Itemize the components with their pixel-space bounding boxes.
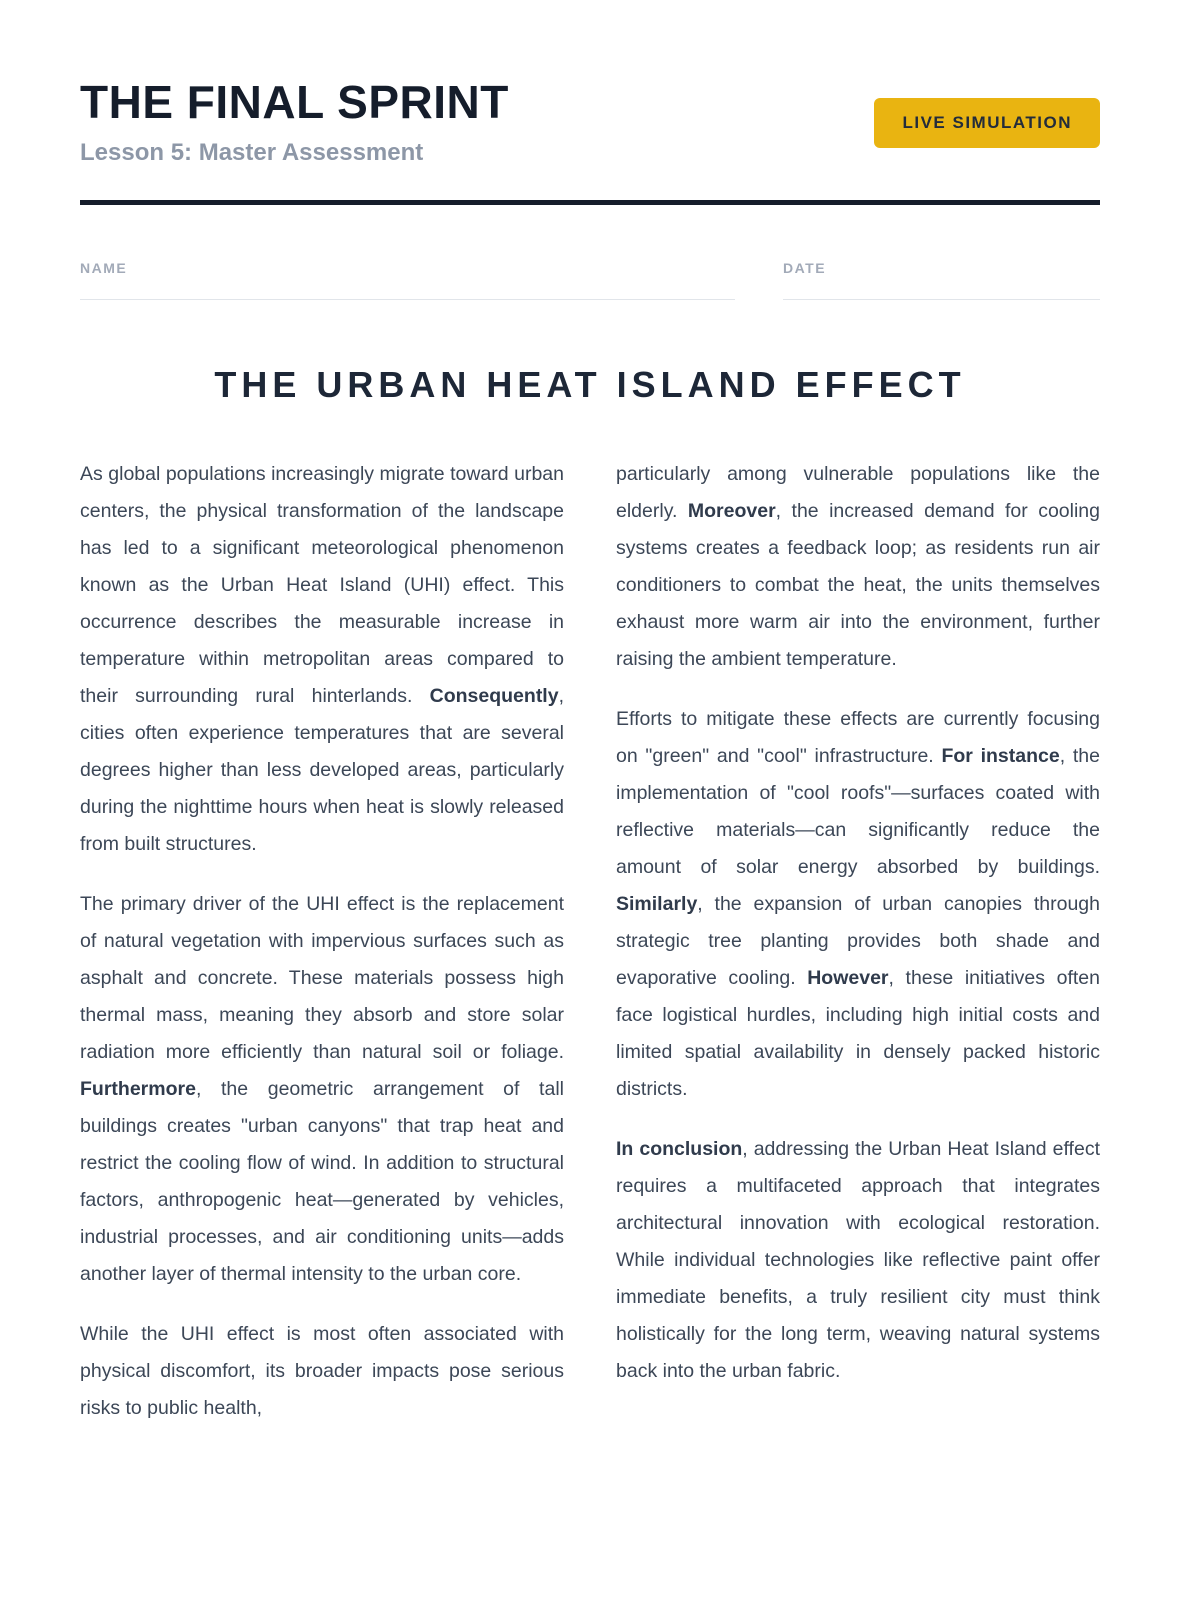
text-run: As global populations increasingly migrate toward urban centers, the physical transformation of the landscape has led to a significant meteorological phenomenon known as the Urban Heat Island (UHI) effect. This occurrence describes the measurable increase in temperature within metropolitan areas compared to their surrounding rural hinterlands. bbox=[80, 463, 564, 708]
text-run: The primary driver of the UHI effect is the replacement of natural vegetation with impervious surfaces such as asphalt and concrete. These materials possess high thermal mass, meaning they absorb and store solar radiation more efficiently than natural soil or foliage. bbox=[80, 893, 564, 1064]
header-title-block bbox=[80, 78, 509, 167]
live-simulation-badge[interactable]: LIVE SIMULATION bbox=[874, 98, 1100, 148]
header-divider bbox=[80, 200, 1100, 205]
text-run: , the geometric arrangement of tall buildings creates "urban canyons" that trap heat and restrict the cooling flow of wind. In addition to structural factors, anthropogenic heat—generated by vehicles, industrial processes, and air conditioning units—adds another layer of thermal intensity to the urban core. bbox=[80, 1078, 564, 1286]
text-run: , these initiatives often face logistical hurdles, including high initial costs and limited spatial availability in densely packed historic districts. bbox=[616, 967, 1100, 1101]
text-run: Efforts to mitigate these effects are currently focusing on "green" and "cool" infrastructure. bbox=[616, 708, 1100, 768]
page-title: THE FINAL SPRINT bbox=[80, 76, 509, 128]
bold-text-run: Moreover bbox=[687, 500, 776, 523]
text-run: While the UHI effect is most often associated with physical discomfort, its broader impacts pose serious risks to public health, bbox=[80, 1323, 564, 1420]
text-run: , the implementation of "cool roofs"—surfaces coated with reflective materials—can significantly reduce the amount of solar energy absorbed by buildings. bbox=[616, 745, 1100, 879]
paragraph bbox=[616, 456, 1100, 678]
article-title: THE URBAN HEAT ISLAND EFFECT bbox=[214, 364, 966, 406]
bold-text-run: Consequently bbox=[429, 685, 559, 708]
name-input[interactable] bbox=[80, 278, 735, 300]
page-subtitle: Lesson 5: Master Assessment bbox=[80, 139, 424, 167]
paragraph bbox=[80, 886, 564, 1293]
text-run: , the expansion of urban canopies through strategic tree planting provides both shade and evaporative cooling. bbox=[616, 893, 1100, 990]
paragraph bbox=[616, 1131, 1100, 1390]
date-input[interactable] bbox=[783, 278, 1100, 300]
bold-text-run: For instance bbox=[941, 745, 1060, 768]
page-header bbox=[80, 78, 1100, 167]
text-run: , addressing the Urban Heat Island effect requires a multifaceted approach that integrates architectural innovation with ecological restoration. While individual technologies like reflective paint offer immediate benefits, a truly resilient city must think holistically for the long term, weaving natural systems back into the urban fabric. bbox=[616, 1138, 1100, 1383]
name-label: NAME bbox=[80, 260, 128, 277]
paragraph bbox=[80, 1316, 564, 1427]
name-field bbox=[80, 260, 735, 300]
bold-text-run: Furthermore bbox=[80, 1078, 196, 1101]
text-run: , cities often experience temperatures that are several degrees higher than less developed areas, particularly during the nighttime hours when heat is slowly released from built structures. bbox=[80, 685, 564, 856]
text-run: , the increased demand for cooling systems creates a feedback loop; as residents run air conditioners to combat the heat, the units themselves exhaust more warm air into the environment, further raising the ambient temperature. bbox=[616, 500, 1100, 671]
text-run: particularly among vulnerable populations like the elderly. bbox=[616, 463, 1100, 523]
student-fields bbox=[80, 260, 1100, 300]
bold-text-run: Similarly bbox=[616, 893, 698, 916]
article-body bbox=[80, 456, 1100, 1450]
bold-text-run: In conclusion bbox=[616, 1138, 743, 1161]
date-field bbox=[783, 260, 1100, 300]
paragraph bbox=[616, 701, 1100, 1108]
bold-text-run: However bbox=[807, 967, 889, 990]
article-column-left bbox=[80, 456, 564, 1450]
paragraph bbox=[80, 456, 564, 863]
date-label: DATE bbox=[783, 260, 827, 277]
article-column-right bbox=[616, 456, 1100, 1450]
